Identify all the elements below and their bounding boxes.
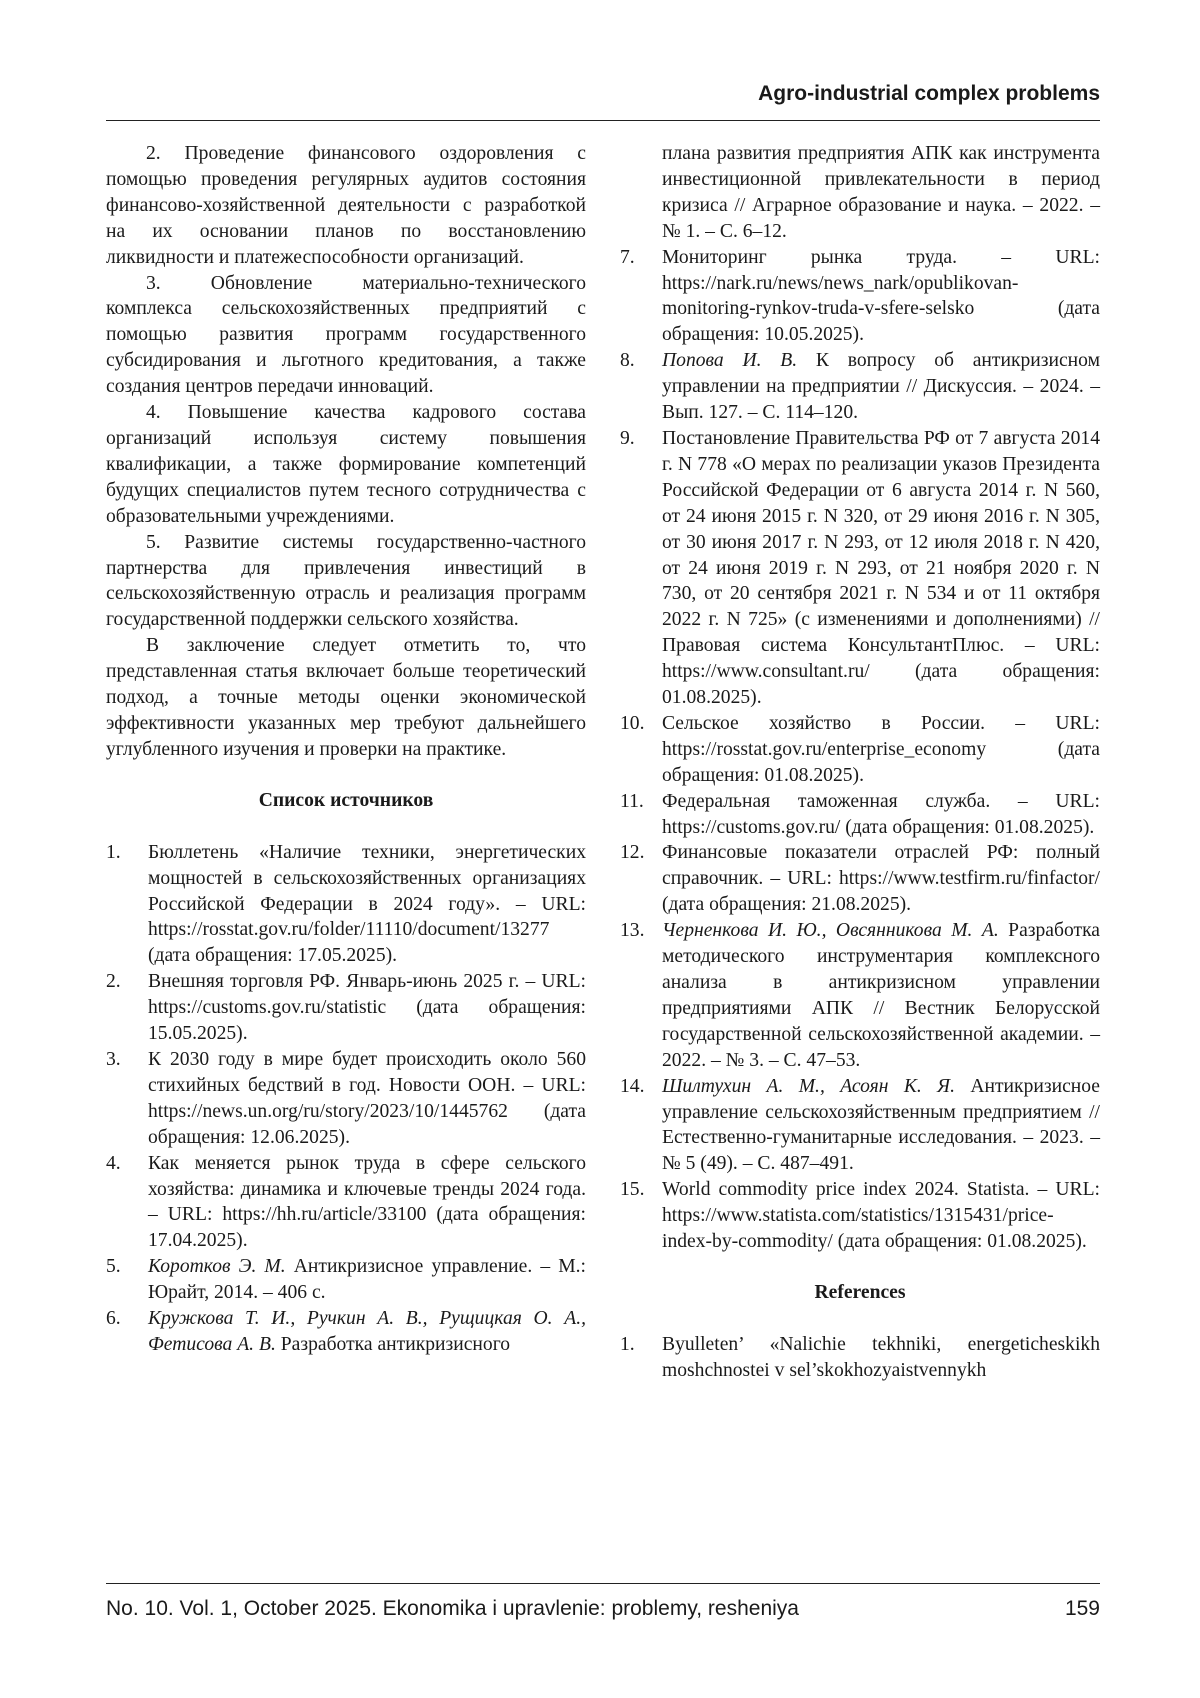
- item-number: 9.: [620, 426, 662, 711]
- journal-info: No. 10. Vol. 1, October 2025. Ekonomika i upravlenie: problemy, resheniya: [106, 1597, 799, 1621]
- paragraph: 5. Развитие системы государственно-частного партнерства для привлечения инвестиций в сельскохозяйственную отрасль и реализация программ государственной поддержки сельского хозяйства.: [106, 530, 586, 634]
- source-item: [620, 711, 1100, 789]
- sources-list-continued: [620, 245, 1100, 1255]
- item-text: [662, 1332, 1100, 1384]
- item-body: World commodity price index 2024. Statista. – URL: https://www.statista.com/statistics/1315431/price-index-by-commodity/ (дата обращения: 01.08.2025).: [662, 1179, 1100, 1252]
- source-continuation: плана развития предприятия АПК как инструмента инвестиционной привлекательности в период кризиса // Аграрное образование и наука. – 2022. – № 1. – С. 6–12.: [620, 141, 1100, 245]
- item-number: 4.: [106, 1151, 148, 1255]
- item-body: Антикризисное управление. – М.: Юрайт, 2014. – 406 с.: [148, 1256, 586, 1303]
- sources-list: [106, 840, 586, 1358]
- item-number: 15.: [620, 1177, 662, 1255]
- item-number: 13.: [620, 918, 662, 1073]
- references-heading: References: [620, 1280, 1100, 1306]
- source-item: [620, 348, 1100, 426]
- item-body: Мониторинг рынка труда. – URL: https://nark.ru/news/news_nark/opublikovan-monitoring-rynkov-truda-v-sfere-selsko (дата обращения: 10.05.2025).: [662, 247, 1100, 346]
- page-number: 159: [1065, 1597, 1100, 1621]
- source-item: [620, 426, 1100, 711]
- source-item: [620, 245, 1100, 349]
- source-item: [106, 840, 586, 970]
- item-text: [148, 1254, 586, 1306]
- source-item: [620, 918, 1100, 1073]
- item-text: [662, 245, 1100, 349]
- item-body: Разработка антикризисного: [276, 1334, 510, 1355]
- item-number: 1.: [106, 840, 148, 970]
- item-number: 7.: [620, 245, 662, 349]
- item-body: Как меняется рынок труда в сфере сельского хозяйства: динамика и ключевые тренды 2024 года. – URL: https://hh.ru/article/33100 (дата обращения: 17.04.2025).: [148, 1153, 586, 1252]
- header-divider: [106, 120, 1100, 121]
- item-body: К вопросу об антикризисном управлении на предприятии // Дискуссия. – 2024. – Вып. 127. – С. 114–120.: [662, 350, 1100, 423]
- item-number: 12.: [620, 840, 662, 918]
- item-body: Постановление Правительства РФ от 7 августа 2014 г. N 778 «О мерах по реализации указов Президента Российской Федерации от 6 августа 2014 г. N 560, от 24 июня 2015 г. N 320, от 29 июня 2016 г. N 305, от 30 июня 2017 г. N 293, от 12 июля 2018 г. N 420, от 24 июня 2019 г. N 293, от 21 ноября 2020 г. N 730, от 20 сентября 2021 г. N 534 и от 11 октября 2022 г. N 725» (с изменениями и дополнениями) // Правовая система КонсультантПлюс. – URL: https://www.consultant.ru/ (дата обращения: 01.08.2025).: [662, 428, 1100, 708]
- item-number: 10.: [620, 711, 662, 789]
- item-text: [148, 840, 586, 970]
- source-item: [106, 969, 586, 1047]
- item-text: [662, 918, 1100, 1073]
- item-authors: Коротков Э. М.: [148, 1256, 286, 1277]
- paragraph: 4. Повышение качества кадрового состава организаций используя систему повышения квалификации, а также формирование компетенций будущих специалистов путем тесного сотрудничества с образовательными учреждениями.: [106, 400, 586, 530]
- item-text: [148, 969, 586, 1047]
- item-body: Финансовые показатели отраслей РФ: полный справочник. – URL: https://www.testfirm.ru/finfactor/ (дата обращения: 21.08.2025).: [662, 842, 1100, 915]
- footer-divider: [106, 1583, 1100, 1584]
- item-number: 1.: [620, 1332, 662, 1384]
- paragraph: 3. Обновление материально-технического комплекса сельскохозяйственных предприятий с помощью развития программ государственного субсидирования и льготного кредитования, а также создания центров передачи инноваций.: [106, 271, 586, 401]
- item-text: [662, 711, 1100, 789]
- item-text: [662, 348, 1100, 426]
- source-item: [620, 1332, 1100, 1384]
- source-item: [620, 1177, 1100, 1255]
- item-body: Внешняя торговля РФ. Январь-июнь 2025 г. – URL: https://customs.gov.ru/statistic (дата обращения: 15.05.2025).: [148, 971, 586, 1044]
- item-authors: Черненкова И. Ю., Овсянникова М. А.: [662, 920, 999, 941]
- item-text: [662, 840, 1100, 918]
- running-header: Agro-industrial complex problems: [106, 82, 1100, 106]
- source-item: [106, 1306, 586, 1358]
- item-number: 11.: [620, 789, 662, 841]
- source-item: [620, 789, 1100, 841]
- item-number: 3.: [106, 1047, 148, 1151]
- sources-heading: Список источников: [106, 788, 586, 814]
- item-body: Федеральная таможенная служба. – URL: https://customs.gov.ru/ (дата обращения: 01.08.2025).: [662, 791, 1100, 838]
- item-body: Антикризисное управление сельскохозяйственным предприятием // Естественно-гуманитарные исследования. – 2023. – № 5 (49). – С. 487–491.: [662, 1076, 1100, 1175]
- item-text: [148, 1151, 586, 1255]
- source-item: [106, 1047, 586, 1151]
- source-item: [620, 1074, 1100, 1178]
- item-number: 5.: [106, 1254, 148, 1306]
- item-body: Byulleten’ «Nalichie tekhniki, energeticheskikh moshchnostei v sel’skokhozyaistvennykh: [662, 1334, 1100, 1381]
- item-authors: Шилтухин А. М., Асоян К. Я.: [662, 1076, 955, 1097]
- item-authors: Попова И. В.: [662, 350, 797, 371]
- item-number: 14.: [620, 1074, 662, 1178]
- item-text: [662, 426, 1100, 711]
- item-authors: Кружкова Т. И., Ручкин А. В., Рущицкая О. А., Фетисова А. В.: [148, 1308, 586, 1355]
- item-number: 6.: [106, 1306, 148, 1358]
- item-text: [148, 1047, 586, 1151]
- item-text: [662, 789, 1100, 841]
- item-body: Сельское хозяйство в России. – URL: https://rosstat.gov.ru/enterprise_economy (дата обращения: 01.08.2025).: [662, 713, 1100, 786]
- references-list: [620, 1332, 1100, 1384]
- item-body: Бюллетень «Наличие техники, энергетических мощностей в сельскохозяйственных организациях Российской Федерации в 2024 году». – URL: https://rosstat.gov.ru/folder/11110/document/13277 (дата обращения: 17.05.2025).: [148, 842, 586, 967]
- item-body: Разработка методического инструментария комплексного анализа в антикризисном управлении предприятиями АПК // Вестник Белорусской государственной сельскохозяйственной академии. – 2022. – № 3. – С. 47–53.: [662, 920, 1100, 1071]
- item-text: [662, 1177, 1100, 1255]
- source-item: [620, 840, 1100, 918]
- item-number: 2.: [106, 969, 148, 1047]
- item-text: [148, 1306, 586, 1358]
- right-column: [620, 141, 1100, 1384]
- item-text: [662, 1074, 1100, 1178]
- item-number: 8.: [620, 348, 662, 426]
- paragraph: В заключение следует отметить то, что представленная статья включает больше теоретический подход, а точные методы оценки экономической эффективности указанных мер требуют дальнейшего углубленного изучения и проверки на практике.: [106, 633, 586, 763]
- source-item: [106, 1151, 586, 1255]
- left-column: [106, 141, 586, 1358]
- footer: [106, 1597, 1100, 1621]
- item-body: К 2030 году в мире будет происходить около 560 стихийных бедствий в год. Новости ООН. – URL: https://news.un.org/ru/story/2023/10/1445762 (дата обращения: 12.06.2025).: [148, 1049, 586, 1148]
- paragraph: 2. Проведение финансового оздоровления с помощью проведения регулярных аудитов состояния финансово-хозяйственной деятельности с разработкой на их основании планов по восстановлению ликвидности и платежеспособности организаций.: [106, 141, 586, 271]
- source-item: [106, 1254, 586, 1306]
